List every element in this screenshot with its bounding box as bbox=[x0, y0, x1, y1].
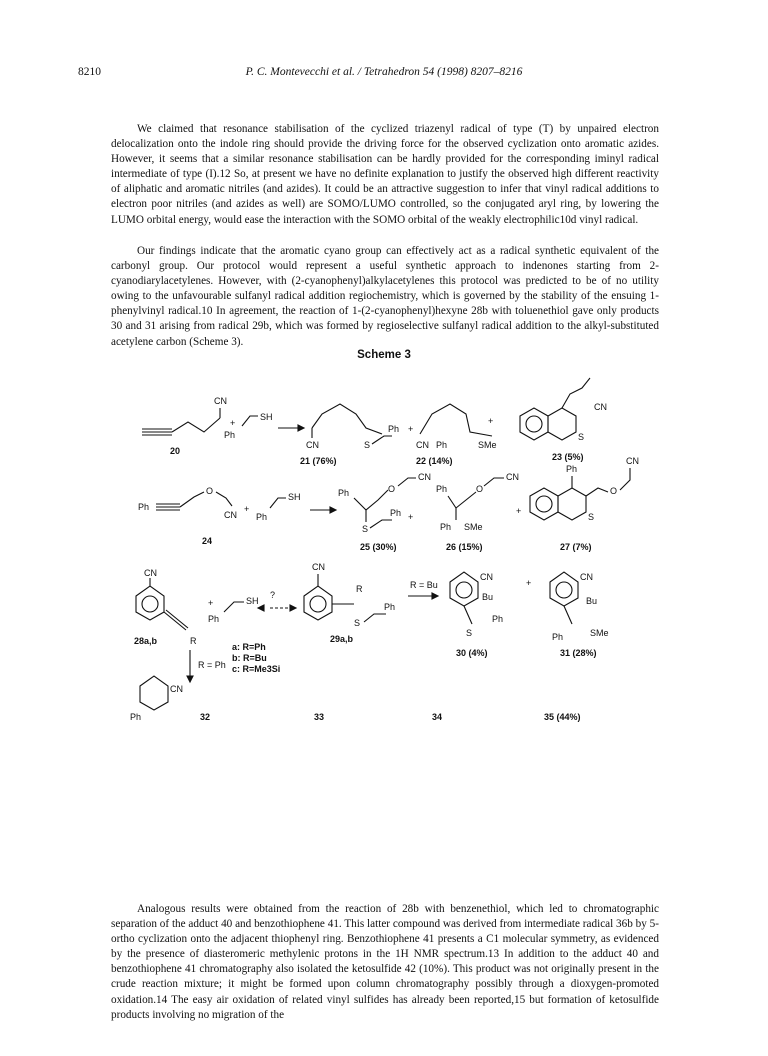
paragraph-1: We claimed that resonance stabilisation of the cyclized triazenyl radical of type (T) by unpaired electron delocalization onto the indole ring should provide the driving force for the observed cyclization onto aromatic azides. However, it seems that a similar resonance stabilisation can be hardly provided for the corresponding iminyl radical intermediate of type (I).12 So, at present we have no definite explanation to justify the observed high different reactivity of aliphatic and aromatic nitriles (and azides). It could be an attractive suggestion to infer that vinyl radical additions to electron poor nitriles (and azides as well) are SOMO/LUMO controlled, so the conjugated aryl ring, by lowering the LUMO orbital energy, would ease the interaction with the SOMO orbital of the weakly electrophilic10d vinyl radical. bbox=[111, 123, 659, 226]
compound-30: 30 (4%) bbox=[456, 648, 488, 658]
product-21 bbox=[306, 404, 399, 450]
svg-text:O: O bbox=[388, 484, 396, 494]
cn-label: CN bbox=[214, 396, 227, 406]
product-25 bbox=[338, 472, 431, 534]
compound-32: 32 bbox=[200, 712, 211, 722]
svg-text:Ph: Ph bbox=[492, 614, 504, 624]
svg-text:+: + bbox=[408, 512, 414, 522]
row1-reactant-20 bbox=[142, 396, 227, 435]
svg-text:R = Ph: R = Ph bbox=[198, 660, 226, 670]
scheme-3-diagram bbox=[120, 374, 680, 726]
reactant-28 bbox=[136, 568, 197, 646]
compound-21: 21 (76%) bbox=[300, 456, 337, 466]
radical-29 bbox=[304, 562, 395, 628]
svg-text:CN: CN bbox=[170, 684, 183, 694]
svg-text:Ph: Ph bbox=[552, 632, 564, 642]
svg-text:O: O bbox=[206, 486, 214, 496]
svg-text:CN: CN bbox=[416, 440, 429, 450]
compound-35: 35 (44%) bbox=[544, 712, 581, 722]
svg-text:S: S bbox=[364, 440, 371, 450]
svg-text:SH: SH bbox=[246, 596, 259, 606]
compound-23: 23 (5%) bbox=[552, 452, 584, 462]
reagent-sh: SH bbox=[260, 412, 273, 422]
compound-27: 27 (7%) bbox=[560, 542, 592, 552]
svg-text:Ph: Ph bbox=[130, 712, 142, 722]
svg-text:Bu: Bu bbox=[586, 596, 598, 606]
svg-text:CN: CN bbox=[594, 402, 607, 412]
svg-text:Ph: Ph bbox=[440, 522, 452, 532]
running-header: P. C. Montevecchi et al. / Tetrahedron 54 (1998) 8207–8216 bbox=[245, 66, 523, 78]
svg-text:SMe: SMe bbox=[478, 440, 497, 450]
compound-26: 26 (15%) bbox=[446, 542, 483, 552]
page-number: 8210 bbox=[78, 66, 101, 78]
svg-text:Ph: Ph bbox=[436, 484, 448, 494]
svg-text:S: S bbox=[354, 618, 361, 628]
svg-text:?: ? bbox=[270, 590, 276, 600]
compound-25: 25 (30%) bbox=[360, 542, 397, 552]
product-31 bbox=[550, 572, 609, 642]
svg-text:O: O bbox=[610, 486, 618, 496]
compound-29: 29a,b bbox=[330, 634, 354, 644]
svg-text:SMe: SMe bbox=[464, 522, 483, 532]
compound-22: 22 (14%) bbox=[416, 456, 453, 466]
compound-32-structure bbox=[140, 676, 183, 710]
svg-text:O: O bbox=[476, 484, 484, 494]
svg-text:S: S bbox=[362, 524, 369, 534]
svg-text:R = Bu: R = Bu bbox=[410, 580, 438, 590]
svg-text:R: R bbox=[356, 584, 363, 594]
svg-text:CN: CN bbox=[144, 568, 157, 578]
svg-text:Ph: Ph bbox=[384, 602, 396, 612]
compound-24: 24 bbox=[202, 536, 213, 546]
svg-text:CN: CN bbox=[306, 440, 319, 450]
compound-31: 31 (28%) bbox=[560, 648, 597, 658]
reagent-ph: Ph bbox=[224, 430, 236, 440]
paragraph-2: Our findings indicate that the aromatic cyano group can effectively act as a radical synthetic equivalent of the carbonyl group. Our protocol would represent a useful synthetic approach to indenones starting from 2-cyanodiarylacetylenes. However, with (2-cyanophenyl)alkylacetylenes this protocol was predicted to be of no utility owing to the unfavourable sulfanyl radical addition regiochemistry, which is governed by the stability of the ensuing 1-phenylvinyl radical.10 In agreement, the reaction of 1-(2-cyanophenyl)hexyne 28b with toluenethiol gave only products 30 and 31 arising from radical 29b, which was formed by regioselective sulfanyl radical addition to the alkyl-substituted acetylene carbon (Scheme 3). bbox=[111, 245, 659, 348]
svg-text:S: S bbox=[466, 628, 473, 638]
svg-text:Ph: Ph bbox=[208, 614, 220, 624]
svg-text:+: + bbox=[408, 424, 414, 434]
svg-text:SMe: SMe bbox=[590, 628, 609, 638]
paragraph-3: Analogous results were obtained from the reaction of 28b with benzenethiol, which led to chromatographic separation of the adduct 40 and benzothiophene 41. This latter compound was derived from intermediate radical 36b by 5-ortho cyclization onto the adjacent thiophenyl ring. Benzothiophene 41 presents a C1 molecular symmetry, as evidenced by the presence of diasteromeric methylenic protons in the 1H NMR spectrum.13 In addition to the adduct 40 and benzothiophene 41 chromatography also isolated the ketosulfide 42 (10%). This product was not originally present in the crude reaction mixture; it might be formed upon column chromatography possibly through a dioxygen-promoted oxidation.14 The easy air oxidation of related vinyl sulfides has already been reported,15 but formation of ketosulfide products involving no migration of the bbox=[111, 903, 659, 1021]
svg-text:Ph: Ph bbox=[390, 508, 402, 518]
svg-text:R: R bbox=[190, 636, 197, 646]
svg-text:CN: CN bbox=[224, 510, 237, 520]
product-22 bbox=[416, 404, 497, 450]
variant-c: c: R=Me3Si bbox=[232, 664, 281, 674]
svg-text:Ph: Ph bbox=[388, 424, 400, 434]
svg-text:Bu: Bu bbox=[482, 592, 494, 602]
svg-text:Ph: Ph bbox=[436, 440, 448, 450]
svg-text:CN: CN bbox=[418, 472, 431, 482]
product-26 bbox=[436, 472, 522, 532]
svg-text:Ph: Ph bbox=[338, 488, 350, 498]
svg-text:+: + bbox=[244, 504, 250, 514]
svg-text:S: S bbox=[578, 432, 585, 442]
product-30 bbox=[450, 572, 503, 638]
svg-text:+: + bbox=[208, 598, 214, 608]
svg-text:CN: CN bbox=[480, 572, 493, 582]
svg-text:Ph: Ph bbox=[566, 464, 578, 474]
variant-a: a: R=Ph bbox=[232, 642, 266, 652]
compound-34: 34 bbox=[432, 712, 443, 722]
svg-text:CN: CN bbox=[580, 572, 593, 582]
product-27 bbox=[530, 456, 639, 522]
row2-reactant-24 bbox=[138, 486, 237, 520]
compound-28: 28a,b bbox=[134, 636, 158, 646]
svg-text:Ph: Ph bbox=[138, 502, 150, 512]
svg-text:+: + bbox=[488, 416, 494, 426]
scheme-title: Scheme 3 bbox=[357, 349, 411, 361]
compound-20: 20 bbox=[170, 446, 181, 456]
svg-text:S: S bbox=[588, 512, 595, 522]
plus: + bbox=[230, 418, 236, 428]
svg-text:SH: SH bbox=[288, 492, 301, 502]
compound-33: 33 bbox=[314, 712, 325, 722]
svg-text:+: + bbox=[526, 578, 532, 588]
svg-text:CN: CN bbox=[626, 456, 639, 466]
variant-b: b: R=Bu bbox=[232, 653, 267, 663]
svg-text:CN: CN bbox=[312, 562, 325, 572]
svg-text:+: + bbox=[516, 506, 522, 516]
svg-text:Ph: Ph bbox=[256, 512, 268, 522]
product-23 bbox=[520, 378, 607, 442]
svg-text:CN: CN bbox=[506, 472, 519, 482]
